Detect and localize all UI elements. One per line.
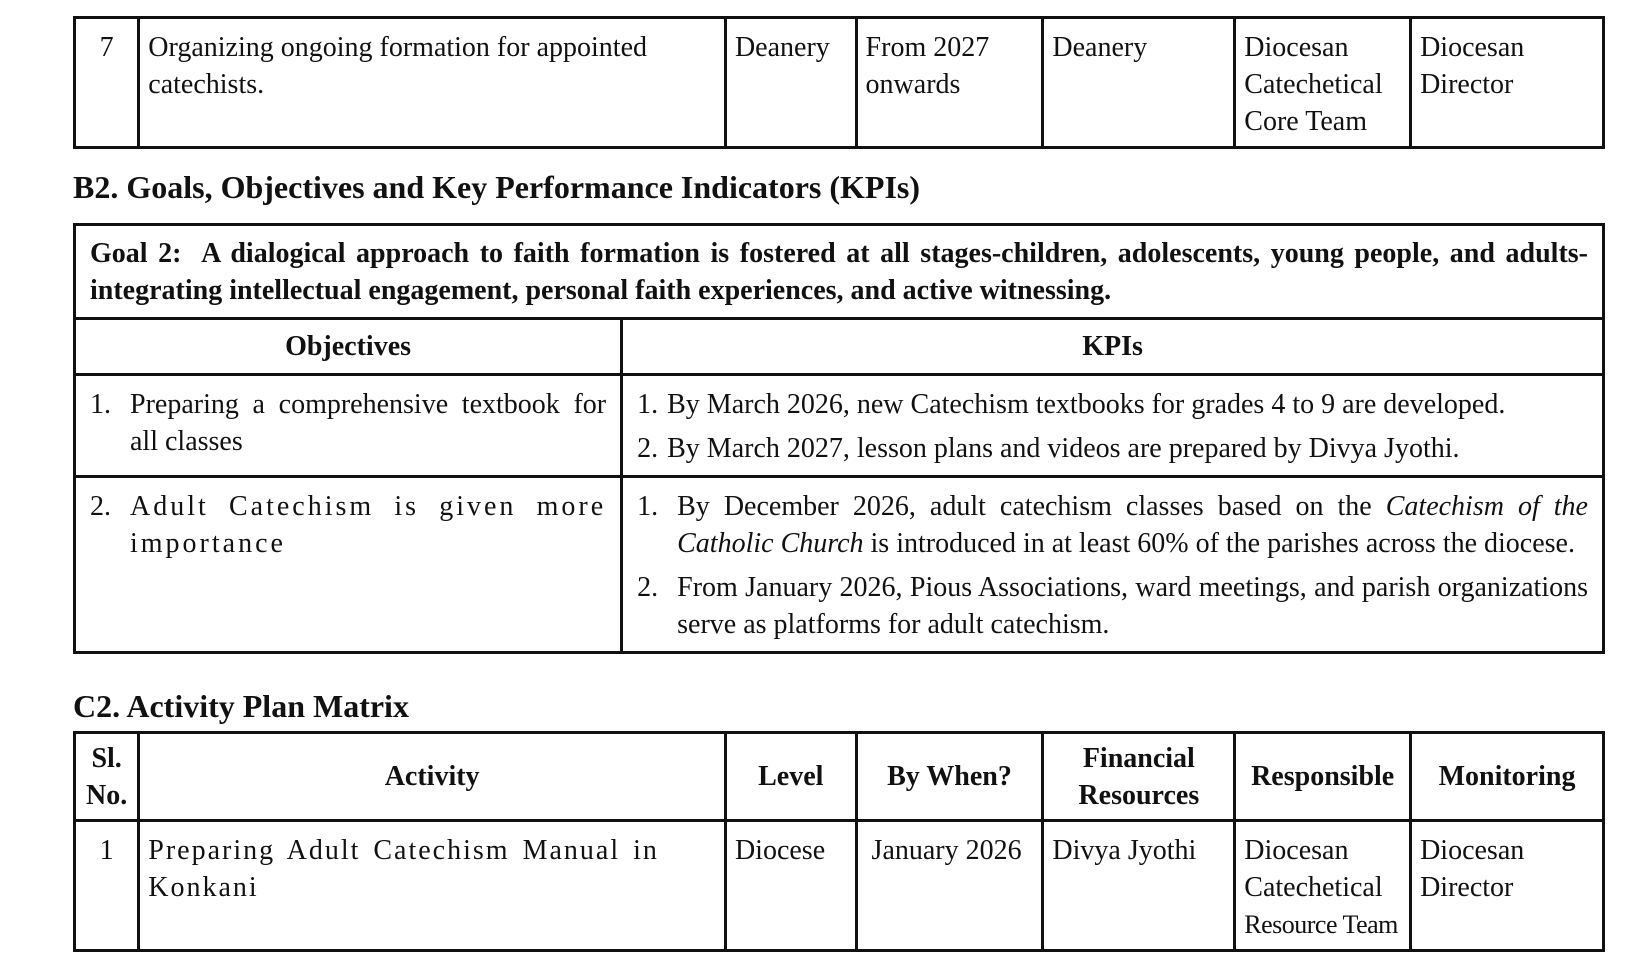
- by-when-cell: January 2026: [856, 821, 1043, 951]
- objective-number: 2.: [90, 491, 111, 522]
- header-row: [75, 319, 1604, 375]
- table-row: [75, 18, 1604, 148]
- sl-no-header-line: Sl.: [91, 742, 122, 774]
- activity-plan-table: [73, 731, 1605, 952]
- sl-no-header: [75, 733, 139, 821]
- kpi-number: 2.: [637, 572, 659, 603]
- by-when-header: By When?: [856, 733, 1043, 821]
- goal-row: [75, 225, 1604, 319]
- level-header: Level: [725, 733, 856, 821]
- goal-label: Goal 2:: [90, 238, 182, 269]
- level-cell: Deanery: [725, 18, 856, 148]
- table-row: [75, 375, 1604, 477]
- sl-no-header-line: No.: [86, 779, 128, 811]
- sl-no-cell: 1: [75, 821, 139, 951]
- financial-resources-header: [1043, 733, 1235, 821]
- kpi-number: 1.: [637, 389, 659, 420]
- goal-text: A dialogical approach to faith formation is fostered at all stages-children, adolescents, young people, and adults-integrating intellectual engagement, personal faith experiences, and active witnessing.: [90, 238, 1588, 306]
- kpis-header: KPIs: [622, 319, 1604, 375]
- monitoring-cell: Diocesan Director: [1411, 821, 1604, 951]
- kpi-text-part: By December 2026, adult catechism classes based on the: [677, 491, 1386, 522]
- kpi-cell: [622, 477, 1604, 653]
- goal-cell: [75, 225, 1604, 319]
- objective-text: Adult Catechism is given more importance: [130, 491, 607, 559]
- activity-table-continued: [73, 16, 1605, 149]
- kpi-number: 1.: [637, 491, 659, 522]
- activity-cell: Preparing Adult Catechism Manual in Konkani: [139, 821, 726, 951]
- kpi-text-part: is introduced in at least 60% of the parishes across the diocese.: [863, 528, 1575, 559]
- section-heading-c2: C2. Activity Plan Matrix: [73, 688, 409, 724]
- goals-kpi-table: [73, 223, 1605, 654]
- activity-cell: Organizing ongoing formation for appointed catechists.: [139, 18, 726, 148]
- kpi-number: 2.: [637, 433, 659, 464]
- list-item: [637, 386, 1588, 423]
- list-item: [637, 569, 1588, 643]
- financial-header-line: Financial: [1082, 742, 1195, 774]
- responsible-line: Diocesan: [1244, 835, 1349, 866]
- responsible-cell: Diocesan Catechetical Core Team: [1235, 18, 1411, 148]
- activity-header: Activity: [139, 733, 726, 821]
- kpi-text-italic: Catechism of the Catholic Church: [677, 491, 1588, 559]
- objective-number: 1.: [90, 389, 111, 420]
- list-item: [637, 488, 1588, 562]
- sl-no-cell: 7: [75, 18, 139, 148]
- responsible-cell: [1235, 821, 1411, 951]
- financial-header-line: Resources: [1078, 779, 1200, 811]
- monitoring-header: Monitoring: [1411, 733, 1604, 821]
- by-when-cell: From 2027 onwards: [856, 18, 1043, 148]
- kpi-text: From January 2026, Pious Associations, ward meetings, and parish organizations serve as platforms for adult catechism.: [677, 572, 1588, 640]
- table-row: [75, 821, 1604, 951]
- kpi-text: By March 2027, lesson plans and videos are prepared by Divya Jyothi.: [667, 433, 1460, 464]
- header-row: [75, 733, 1604, 821]
- financial-resources-cell: Deanery: [1043, 18, 1235, 148]
- table-row: [75, 477, 1604, 653]
- responsible-header: Responsible: [1235, 733, 1411, 821]
- kpi-cell: [622, 375, 1604, 477]
- objectives-header: Objectives: [75, 319, 622, 375]
- kpi-text: By March 2026, new Catechism textbooks for grades 4 to 9 are developed.: [667, 389, 1506, 420]
- section-heading-b2: B2. Goals, Objectives and Key Performance Indicators (KPIs): [73, 169, 920, 205]
- responsible-line: Resource Team: [1244, 910, 1398, 939]
- financial-resources-cell: Divya Jyothi: [1043, 821, 1235, 951]
- responsible-line: Catechetical: [1244, 872, 1383, 903]
- kpi-text: [677, 488, 1588, 562]
- level-cell: Diocese: [725, 821, 856, 951]
- list-item: [637, 430, 1588, 467]
- objective-text: Preparing a comprehensive textbook for all classes: [130, 389, 607, 457]
- objective-cell: [75, 477, 622, 653]
- monitoring-cell: Diocesan Director: [1411, 18, 1604, 148]
- objective-cell: [75, 375, 622, 477]
